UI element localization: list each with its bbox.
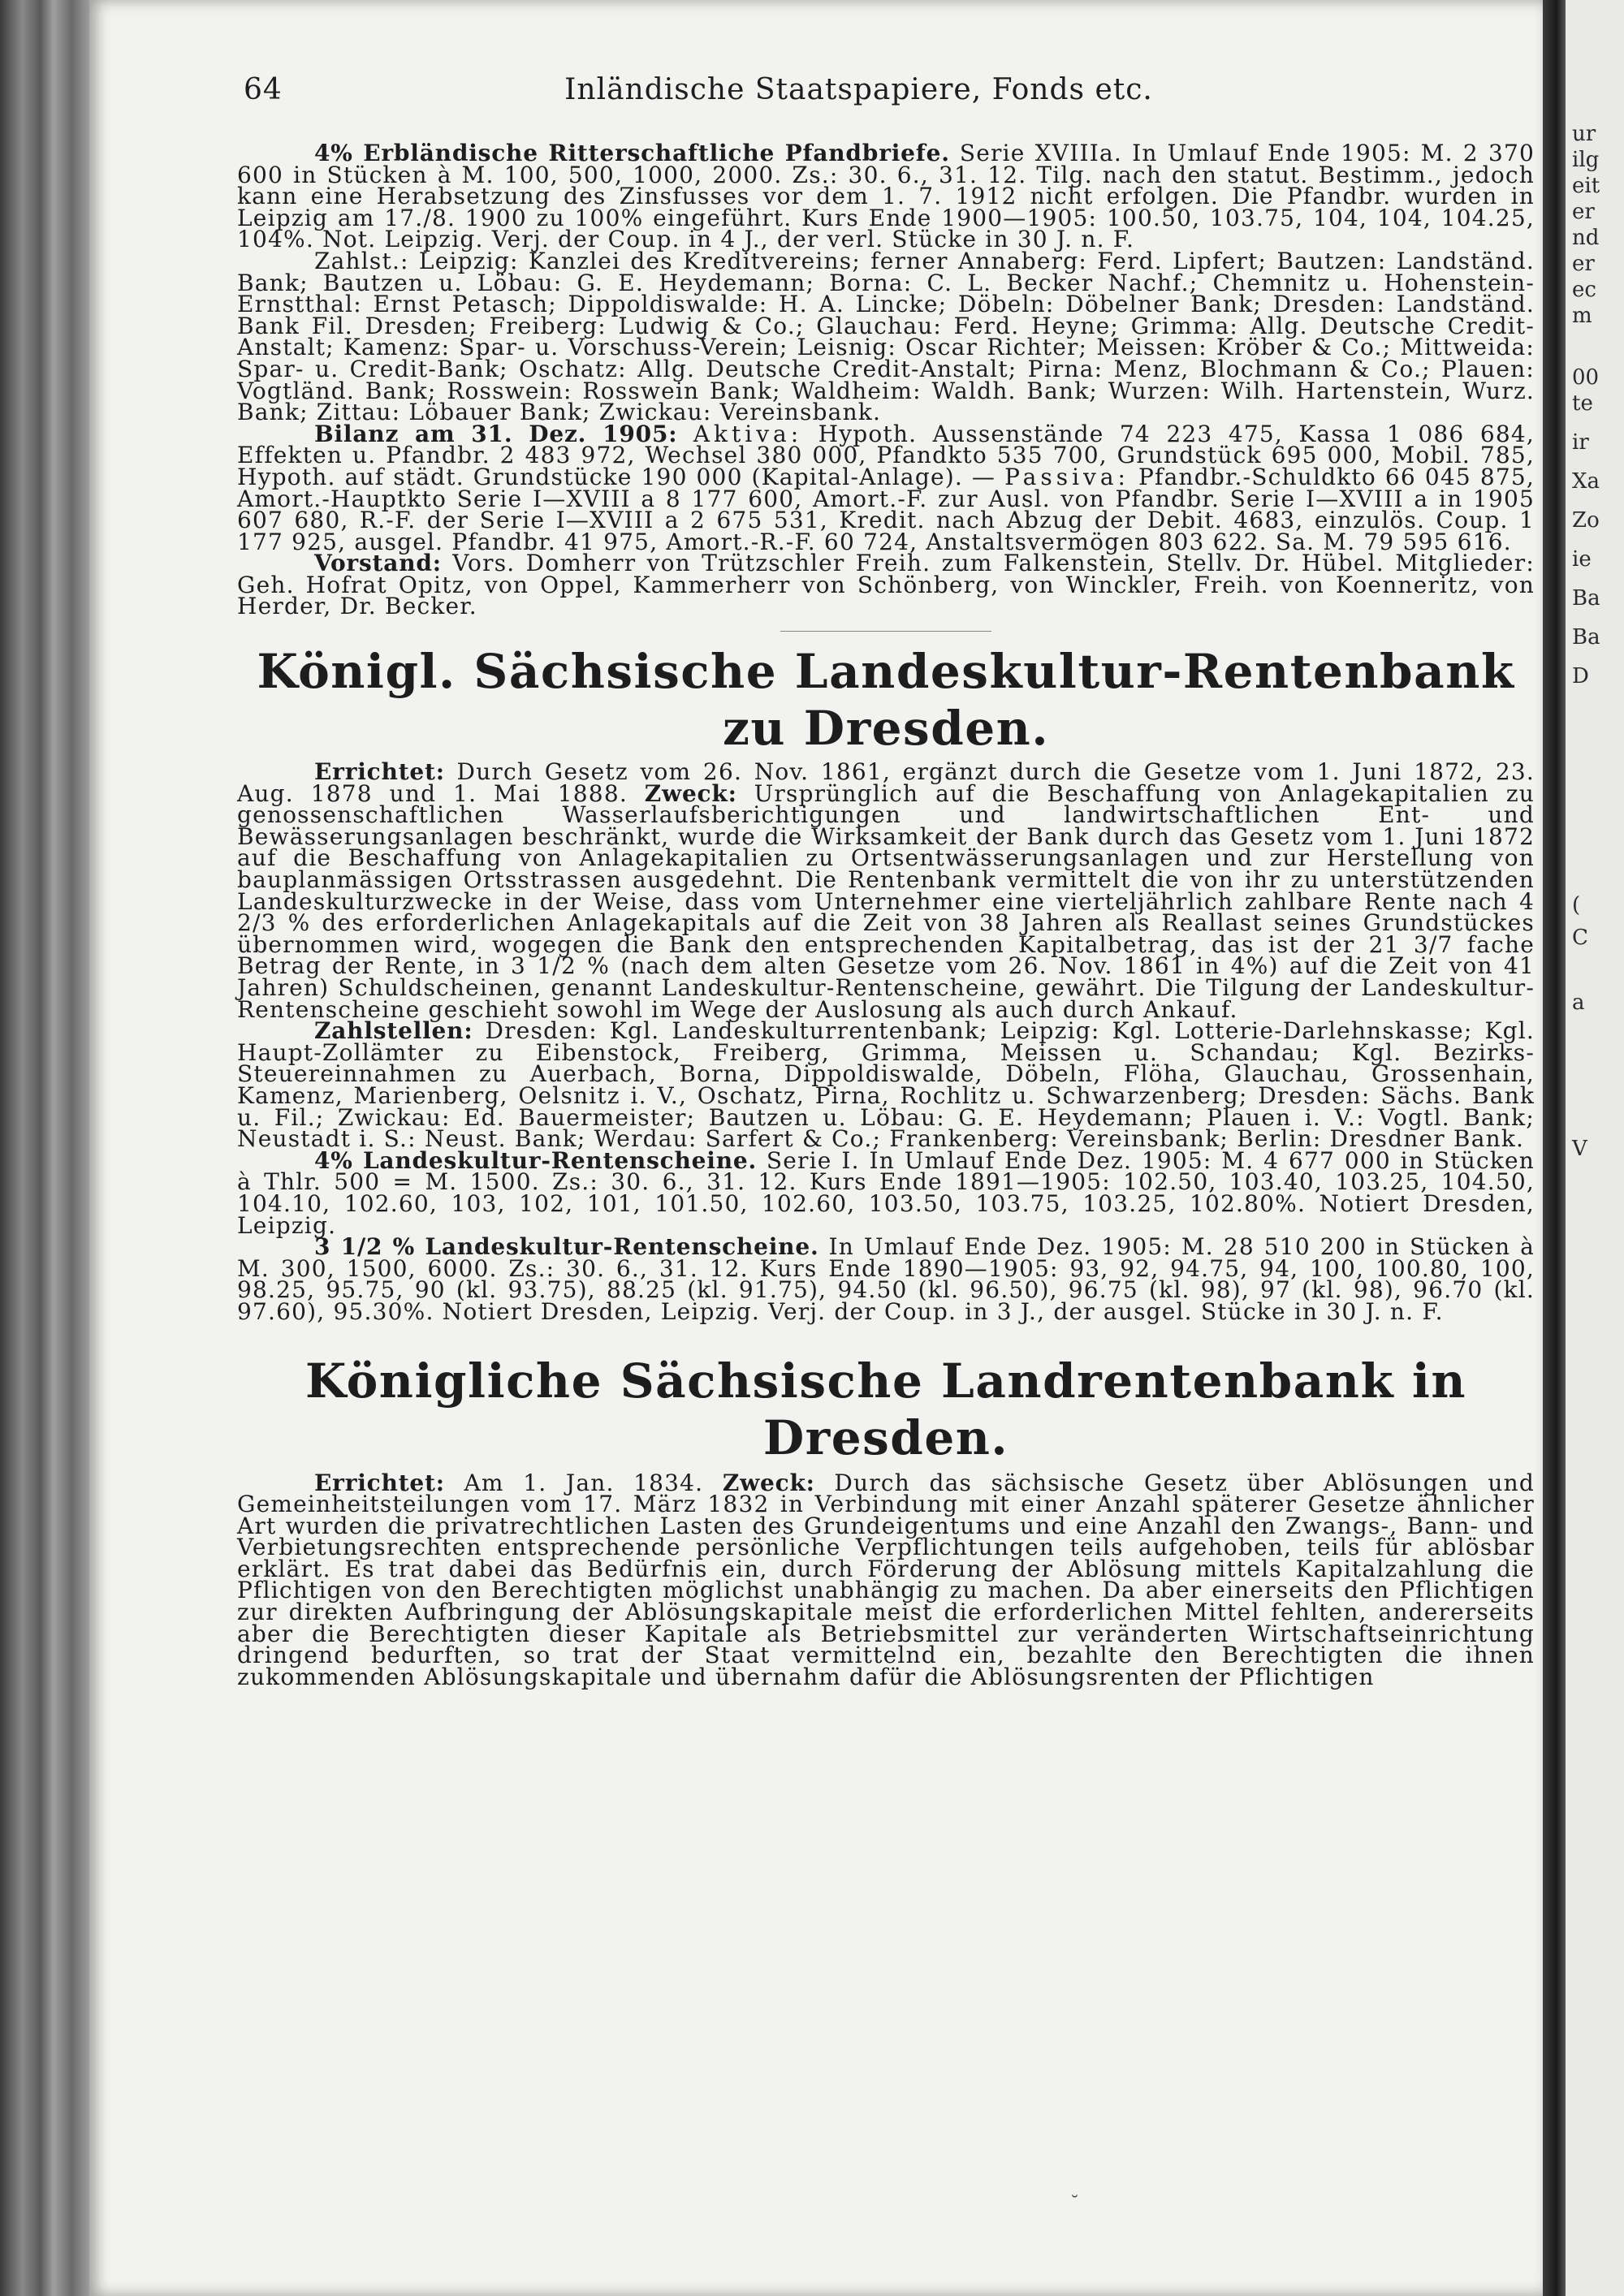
page-number: 64 — [244, 73, 283, 106]
page-gutter-shadow — [1543, 0, 1566, 2296]
adjacent-page-fragment: a — [1572, 990, 1585, 1015]
erblaendische-pfandbriefe-entry — [237, 140, 1535, 253]
rentenscheine-35-label: 3 1/2 % Landeskultur-Rentenscheine. — [314, 1233, 819, 1261]
adjacent-page-fragment: ie — [1572, 547, 1592, 572]
errichtet-label: Errichtet: — [314, 758, 445, 786]
adjacent-page-fragment: V — [1572, 1137, 1587, 1161]
rentenscheine-4-label: 4% Landeskultur-Rentenscheine. — [314, 1146, 758, 1174]
adjacent-page-fragment: D — [1572, 664, 1589, 688]
aktiva-label: Aktiva: — [693, 420, 803, 447]
adjacent-page-fragment: Ba — [1572, 625, 1600, 650]
landeskultur-zahlstellen-paragraph — [237, 1017, 1535, 1153]
rentenscheine-35-text: In Umlauf Ende Dez. 1905: M. 28 510 200 in Stücken à M. 300, 1500, 6000. Zs.: 30. 6., 31. 12. Kurs Ende 1890—1905: 93, 92, 94.75, 94, 100, 100.80, 100, 98.25, 95.75, 90 (kl. 93.75), 88.25 (kl. 91.75), 94.50 (kl. 96.50), 96.75 (kl. 98), 97 (kl. 98), 96.70 (kl. 97.60), 95.30%. Notiert Dresden, Leipzig. Verj. der Coup. in 3 J., der ausgel. Stücke in 30 J. n. F. — [237, 1233, 1535, 1325]
vorstand-text: Vors. Domherr von Trützschler Freih. zum Falkenstein, Stellv. Dr. Hübel. Mitglieder: Geh. Hofrat Opitz, von Oppel, Kammerherr von Schönberg, von Winckler, Freih. von Koenneritz, von Herder, Dr. Becker. — [237, 550, 1535, 620]
adjacent-page-strip — [1566, 0, 1624, 2296]
adjacent-page-fragment: er — [1572, 252, 1595, 276]
errichtet-text: Durch Gesetz vom 26. Nov. 1861, ergänzt durch die Gesetze vom 1. Juni 1872, 23. Aug. 1878 und 1. Mai 1888. — [237, 758, 1535, 807]
bilanz-text-passiva: Pfandbr.-Schuldkto 66 045 875, Amort.-Hauptkto Serie I—XVIII a 8 177 600, Amort.-F. zur Ausl. von Pfandbr. Serie I—XVIII a in 1905 607 680, R.-F. der Serie I—XVIII a 2 675 531, Kredit. nach Abzug der Debit. 4683, einzulös. Coup. 1 177 925, ausgel. Pfandbr. 41 975, Amort.-R.-F. 60 724, Anstaltsvermögen 803 622. Sa. M. 79 595 616. — [237, 463, 1535, 555]
adjacent-page-fragment: ur — [1572, 122, 1596, 146]
passiva-label: Passiva: — [1004, 463, 1129, 490]
adjacent-page-fragment: nd — [1572, 226, 1600, 250]
section-divider — [780, 631, 991, 632]
vorstand-paragraph — [237, 550, 1535, 620]
adjacent-page-fragment: ( — [1572, 893, 1581, 917]
bilanz-paragraph — [237, 420, 1535, 555]
zahlst-text: Leipzig: Kanzlei des Kreditvereins; ferner Annaberg: Ferd. Lipfert; Bautzen: Landständ. Bank; Bautzen u. Löbau: G. E. Heydemann; Borna: C. L. Becker Nachf.; Chemnitz u. Hohenstein-Ernstthal: Ernst Petasch; Dippoldiswalde: H. A. Lincke; Döbeln: Döbelner Bank; Dresden: Landständ. Bank Fil. Dresden; Freiberg: Ludwig & Co.; Glauchau: Ferd. Heyne; Grimma: Allg. Deutsche Credit-Anstalt; Kamenz: Spar- u. Vorschuss-Verein; Leisnig: Oscar Richter; Meissen: Kröber & Co.; Mittweida: Spar- u. Credit-Bank; Oschatz: Allg. Deutsche Credit-Anstalt; Pirna: Menz, Blochmann & Co.; Plauen: Vogtländ. Bank; Rosswein: Rosswein Bank; Waldheim: Waldh. Bank; Wurzen: Wilh. Hartenstein, Wurz. Bank; Zittau: Löbauer Bank; Zwickau: Vereinsbank. — [237, 247, 1535, 426]
adjacent-page-fragment: m — [1572, 304, 1592, 328]
adjacent-page-fragment: ilg — [1572, 148, 1600, 172]
landeskultur-errichtet-paragraph — [237, 758, 1535, 1023]
adjacent-page-fragment: Ba — [1572, 586, 1600, 611]
adjacent-page-fragment: Zo — [1572, 508, 1600, 533]
landeskultur-rentenbank-heading: Königl. Sächsische Landeskultur-Rentenbank zu Dresden. — [257, 644, 1515, 757]
adjacent-page-fragment: Xa — [1572, 469, 1600, 494]
adjacent-page-fragment: er — [1572, 200, 1595, 224]
entry-title: 4% Erbländische Ritterschaftliche Pfandbriefe. — [314, 140, 950, 166]
bilanz-text-aktiva: Hypoth. Aussenstände 74 223 475, Kassa 1 086 684, Effekten u. Pfandbr. 2 483 972, Wechsel 380 000, Pfandkto 535 700, Grundstück 695 000, Mobil. 785, Hypoth. auf städt. Grundstücke 190 000 (Kapital-Anlage). — — [237, 420, 1535, 490]
rentenscheine-4-text: Serie I. In Umlauf Ende Dez. 1905: M. 4 677 000 in Stücken à Thlr. 500 = M. 1500. Zs.: 30. 6., 31. 12. Kurs Ende 1891—1905: 102.50, 103.40, 103.25, 104.50, 104.10, 102.60, 103, 102, 101, 101.50, 102.60, 103.50, 103.75, 103.25, 102.80%. Notiert Dresden, Leipzig. — [237, 1146, 1535, 1239]
adjacent-page-fragment: ir — [1572, 430, 1589, 455]
zahlstellen-label: Zahlstellen: — [314, 1017, 473, 1045]
adjacent-page-fragment: ec — [1572, 278, 1596, 302]
rentenscheine-4-paragraph — [237, 1146, 1535, 1239]
zweck-text: Durch das sächsische Gesetz über Ablösungen und Gemeinheitsteilungen vom 17. März 1832 in Verbindung mit einer Anzahl späterer Gesetze ähnlicher Art wurden die privatrechtlichen Lasten des Grundeigentums und eine Anzahl den Zwangs-, Bann- und Verbietungsrechten entsprechende persönliche Verpflichtungen teils aufgehoben, teils für ablösbar erklärt. Es trat dabei das Bedürfnis ein, durch Förderung der Ablösung mittels Kapitalzahlung die Pflichtigen von den Berechtigten möglichst unabhängig zu machen. Da aber einerseits den Pflichtigen zur direkten Aufbringung der Ablösungskapitale meist die erforderlichen Mittel fehlten, andererseits aber die Berechtigten dieser Kapitale als Betriebsmittel zur veränderten Wirtschaftseinrichtung dringend bedurften, so trat der Staat vermittelnd ein, bezahlte den Berechtigten die ihnen zukommenden Ablösungskapitale und übernahm dafür die Ablösungsrenten der Pflichtigen — [237, 1469, 1535, 1690]
landrentenbank-errichtet-paragraph — [237, 1469, 1535, 1690]
page-header-area — [150, 65, 1535, 114]
zahlstellen-paragraph — [237, 247, 1535, 426]
running-title: Inländische Staatspapiere, Fonds etc. — [564, 73, 1153, 106]
page-body — [237, 140, 1535, 1690]
bilanz-label: Bilanz am 31. Dez. 1905: — [314, 420, 678, 447]
zahlst-label: Zahlst.: — [314, 247, 409, 274]
entry-text: Serie XVIIIa. In Umlauf Ende 1905: M. 2 370 600 in Stücken à M. 100, 500, 1000, 2000. Zs.: 30. 6., 31. 12. Tilg. nach den statut. Bestimm., jedoch kann eine Herabsetzung des Zinsfusses vor dem 1. 7. 1912 nicht erfolgen. Die Pfandbr. wurden in Leipzig am 17./8. 1900 zu 100% eingeführt. Kurs Ende 1900—1905: 100.50, 103.75, 104, 104, 104.25, 104%. Not. Leipzig. Verj. der Coup. in 4 J., der verl. Stücke in 30 J. n. F. — [237, 140, 1535, 253]
adjacent-page-fragment: te — [1572, 391, 1593, 416]
zweck-label: Zweck: — [722, 1469, 815, 1496]
adjacent-page-fragment: eit — [1572, 174, 1600, 198]
adjacent-page-fragment: 00 — [1572, 365, 1600, 390]
errichtet-label: Errichtet: — [314, 1469, 445, 1496]
running-header — [150, 65, 1535, 114]
adjacent-page-fragment: C — [1572, 926, 1588, 950]
zweck-label: Zweck: — [644, 779, 737, 807]
zahlstellen-text: Dresden: Kgl. Landeskulturrentenbank; Leipzig: Kgl. Lotterie-Darlehnskasse; Kgl. Haupt-Zollämter zu Eibenstock, Freiberg, Grimma, Meissen u. Schandau; Kgl. Bezirks-Steuereinnahmen zu Auerbach, Borna, Dippoldiswalde, Döbeln, Flöha, Glauchau, Grossenhain, Kamenz, Marienberg, Oelsnitz i. V., Oschatz, Pirna, Rochlitz u. Schwarzenberg; Dresden: Sächs. Bank u. Fil.; Zwickau: Ed. Bauermeister; Bautzen u. Löbau: G. E. Heydemann; Plauen i. V.: Vogtl. Bank; Neustadt i. S.: Neust. Bank; Werdau: Sarfert & Co.; Frankenberg: Vereinsbank; Berlin: Dresdner Bank. — [237, 1017, 1535, 1153]
vorstand-label: Vorstand: — [314, 550, 442, 577]
rentenscheine-35-paragraph — [237, 1233, 1535, 1325]
landrentenbank-heading: Königliche Sächsische Landrentenbank in Dresden. — [304, 1353, 1467, 1465]
errichtet-text: Am 1. Jan. 1834. — [444, 1469, 723, 1496]
print-mark: ˘ — [1070, 2194, 1079, 2214]
book-binding-edge — [0, 0, 89, 2296]
zweck-text: Ursprünglich auf die Beschaffung von Anlagekapitalien zu genossenschaftlichen Wasserlaufsberichtigungen und landwirtschaftlichen Ent- und Bewässerungsanlagen beschränkt, wurde die Wirksamkeit der Bank durch das Gesetz vom 1. Juni 1872 auf die Beschaffung von Anlagekapitalien zu Ortsentwässerungsanlagen und zur Herstellung von bauplanmässigen Ortsstrassen ausgedehnt. Die Rentenbank vermittelt die von ihr zu unterstützenden Landeskulturzwecke in der Weise, dass vom Unternehmer eine vierteljährlich zahlbare Rente nach 4 2/3 % des erforderlichen Anlagekapitals auf die Zeit von 38 Jahren als Reallast seines Grundstückes übernommen wird, wogegen die Bank den entsprechenden Kapitalbetrag, das ist der 21 3/7 fache Betrag der Rente, in 3 1/2 % (nach dem alten Gesetze vom 26. Nov. 1861 in 4%) auf die Zeit von 41 Jahren) Schuldscheinen, genannt Landeskultur-Rentenscheine, gewährt. Die Tilgung der Landeskultur-Rentenscheine geschieht sowohl im Wege der Auslosung als auch durch Ankauf. — [237, 779, 1535, 1023]
